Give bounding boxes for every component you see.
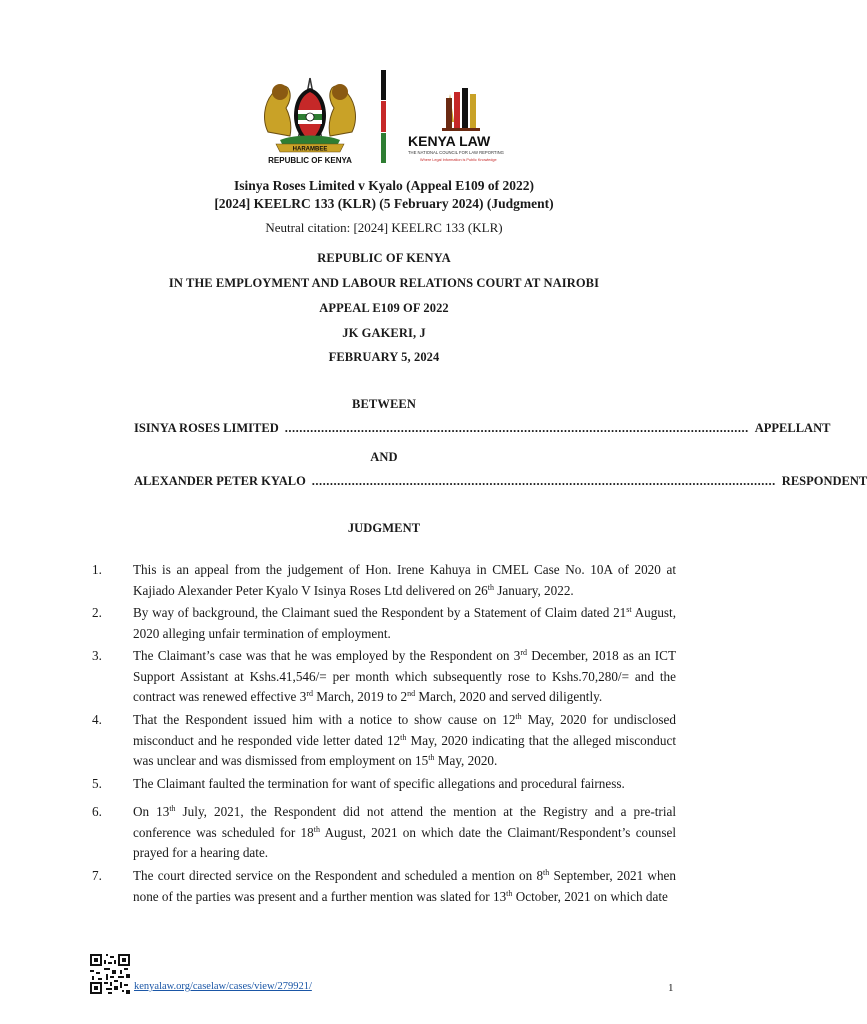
leader-dots: ................................................................................................................................ [284, 421, 749, 435]
paragraph [92, 866, 676, 907]
paragraph-text-run: May, 2020 for undisclosed misconduct and he responded vide letter dated 12 [133, 712, 676, 748]
paragraph-number: 6. [92, 804, 102, 819]
paragraph [92, 560, 676, 601]
paragraph-text-run: September, 2021 when none of the parties was present and a further mention was slated for 13 [133, 868, 676, 904]
paragraph-text-run: August, 2020 alleging unfair termination of employment. [133, 605, 677, 641]
republic-heading: REPUBLIC OF KENYA [317, 251, 451, 265]
paragraph-text-run: July, 2021, the Respondent did not attend the mention at the Registry and a pre-trial conference was scheduled for 18 [133, 804, 676, 840]
kenya-law-name: KENYA LAW [408, 133, 491, 149]
ordinal-suffix: rd [520, 648, 527, 657]
paragraph-text [133, 710, 676, 772]
paragraph-text [133, 603, 676, 644]
appellant-role: APPELLANT [754, 421, 831, 435]
and-label: AND [370, 450, 398, 464]
kenya-coat-of-arms-icon [258, 70, 362, 166]
paragraph-text-run: May, 2020. [434, 753, 498, 768]
case-citation: [2024] KEELRC 133 (KLR) (5 February 2024) (Judgment) [214, 196, 554, 211]
paragraph-text-run: The Claimant’s case was that he was employed by the Respondent on 3 [133, 648, 521, 663]
kenya-law-logo-icon [406, 84, 518, 168]
neutral-citation: Neutral citation: [2024] KEELRC 133 (KLR) [265, 220, 503, 235]
leader-dots: ................................................................................................................................ [311, 474, 776, 488]
paragraph-text-run: March, 2019 to 2 [312, 689, 408, 704]
paragraph-text-run: This is an appeal from the judgement of Hon. Irene Kahuya in CMEL Case No. 10A of 2020 at Kajiado Alexander Peter Kyalo V Isinya Roses Ltd delivered on 26 [133, 562, 676, 598]
ordinal-suffix: st [626, 605, 632, 614]
paragraph-number: 7. [92, 868, 102, 883]
paragraph-number: 1. [92, 562, 102, 577]
paragraph [92, 710, 676, 772]
paragraph-text-run: January, 2022. [494, 582, 574, 598]
judge-name: JK GAKERI, J [342, 326, 426, 340]
judgment-heading: JUDGMENT [347, 521, 421, 535]
paragraph-text-run: That the Respondent issued him with a notice to show cause on 12 [133, 712, 516, 727]
paragraph-text-run: On 13 [133, 804, 170, 819]
case-url-link[interactable]: kenyalaw.org/caselaw/cases/view/279921/ [134, 981, 312, 992]
respondent-role: RESPONDENT [781, 474, 867, 488]
paragraph-text-run: By way of background, the Claimant sued the Respondent by a Statement of Claim dated 21 [133, 605, 627, 620]
paragraph-text-run: The court directed service on the Respondent and scheduled a mention on 8 [133, 868, 544, 883]
appeal-number: APPEAL E109 OF 2022 [319, 301, 449, 315]
paragraph-text-run: The Claimant faulted the termination for want of specific allegations and procedural fairness. [133, 776, 625, 791]
paragraph-number: 4. [92, 712, 102, 727]
page-number: 1 [668, 982, 674, 994]
paragraph [92, 646, 676, 708]
ordinal-suffix: rd [306, 689, 313, 698]
paragraph-text [133, 802, 676, 864]
ordinal-suffix: th [400, 732, 407, 742]
case-title: Isinya Roses Limited v Kyalo (Appeal E109 of 2022) [233, 178, 534, 193]
ordinal-suffix: th [428, 753, 435, 762]
paragraph [92, 802, 676, 864]
respondent-line [134, 474, 867, 489]
paragraph-text [133, 646, 676, 708]
flag-divider-bar [381, 70, 386, 163]
between-label: BETWEEN [352, 397, 416, 411]
paragraph-text-run: March, 2020 and served diligently. [415, 689, 603, 704]
paragraph-text [133, 774, 676, 795]
paragraph [92, 774, 676, 795]
kenya-law-tagline: THE NATIONAL COUNCIL FOR LAW REPORTING [408, 150, 504, 155]
paragraph [92, 603, 676, 644]
paragraph-text [133, 866, 676, 907]
paragraph-number: 3. [92, 648, 102, 663]
paragraph-text [133, 560, 676, 601]
ordinal-suffix: th [506, 888, 513, 898]
ordinal-suffix: th [313, 824, 320, 834]
paragraph-text-run: December, 2018 as an ICT Support Assistant at Kshs.41,546/= per month which subsequently rose to Kshs.70,280/= and the contract was renewed effective 3 [133, 648, 676, 704]
kenya-law-slogan: Where Legal Information is Public Knowledge [420, 158, 497, 162]
paragraph-number: 5. [92, 776, 102, 791]
judgment-date: FEBRUARY 5, 2024 [328, 350, 440, 364]
ordinal-suffix: th [487, 582, 494, 592]
paragraph-number: 2. [92, 605, 102, 620]
appellant-name: ISINYA ROSES LIMITED [134, 421, 279, 435]
court-name: IN THE EMPLOYMENT AND LABOUR RELATIONS COURT AT NAIROBI [168, 276, 600, 290]
ordinal-suffix: th [543, 868, 550, 877]
coat-motto: HARAMBEE [292, 146, 328, 153]
qr-code-icon [90, 954, 130, 994]
paragraph-text-run: August, 2021 on which date the Claimant/Respondent’s counsel prayed for a hearing date. [133, 824, 676, 860]
appellant-line [134, 421, 831, 436]
ordinal-suffix: th [169, 804, 176, 813]
ordinal-suffix: nd [407, 689, 416, 698]
respondent-name: ALEXANDER PETER KYALO [134, 474, 306, 488]
paragraph-text-run: October, 2021 on which date [512, 888, 668, 904]
coat-label: REPUBLIC OF KENYA [268, 156, 352, 165]
ordinal-suffix: th [515, 712, 522, 721]
paragraph-text-run: May, 2020 indicating that the alleged misconduct was unclear and was dismissed from employment on 15 [133, 732, 676, 768]
